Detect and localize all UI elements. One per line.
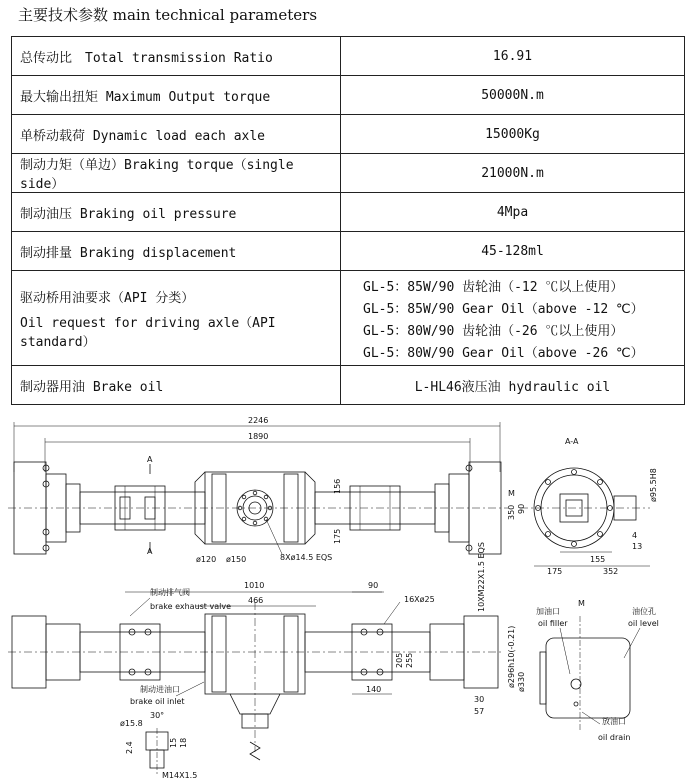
oil-label-cn: 驱动桥用油要求（API 分类） [20,290,195,306]
dim-175: 175 [333,528,342,544]
inlet-detail [120,682,204,780]
axle-technical-drawing [0,402,696,784]
dim-18: 18 [179,737,188,748]
dim-205: 205 [395,652,404,668]
dim-90: 90 [517,503,526,514]
section-a-a-view [507,437,658,576]
table-row [12,193,685,232]
dim-175b: 175 [547,567,563,576]
oil-value: GL-5：80W/90 齿轮油（-26 ℃以上使用） [363,323,624,339]
dim-30: 30 [474,695,485,704]
dim-d120: ø120 [196,555,217,564]
axle-front-view [8,542,526,760]
spec-value: 4Mpa [341,193,685,232]
table-row-oil [12,271,685,366]
brake-oil-value: L-HL46液压油 hydraulic oil [341,366,685,405]
dim-90b: 90 [368,581,379,590]
thread-callout: 10XM22X1.5 EQS [477,542,486,612]
dim-d296: ø296h10(-0.21) [507,625,516,688]
dim-255: 255 [405,652,414,668]
spec-label: 单桥动载荷 Dynamic load each axle [12,115,341,154]
exhaust-label-en: brake exhaust valve [150,602,232,611]
filler-label-cn: 加油口 [536,607,560,616]
section-mark-bottom: A [147,547,153,556]
exhaust-label-cn: 制动排气阀 [150,588,190,597]
bolt-callout: 8Xø14.5 EQS [280,553,333,562]
section-title: A-A [565,437,579,446]
brake-oil-label: 制动器用油 Brake oil [12,366,341,405]
spec-value: 16.91 [341,37,685,76]
table-row [12,37,685,76]
dim-d158: ø15.8 [120,719,143,728]
spec-value: 45-128ml [341,232,685,271]
oil-value: GL-5：85W/90 Gear Oil（above -12 ℃） [363,301,644,317]
dim-352: 352 [603,567,619,576]
oil-values [341,271,685,366]
holes-callout: 16Xø25 [404,595,435,604]
oil-value: GL-5：80W/90 Gear Oil（above -26 ℃） [363,345,644,361]
spec-label: 总传动比 Total transmission Ratio [12,37,341,76]
dim-57: 57 [474,707,485,716]
dim-13: 13 [632,542,643,551]
dim-24: 2.4 [125,741,134,754]
spec-label: 制动力矩（单边）Braking torque（single side） [12,154,341,193]
spec-value: 50000N.m [341,76,685,115]
page-heading: 主要技术参数 main technical parameters [18,6,318,24]
dim-4: 4 [632,531,638,540]
oil-label-en: Oil request for driving axle（API standard） [20,315,276,350]
dim-140: 140 [366,685,382,694]
inlet-label-en: brake oil inlet [130,697,185,706]
oil-label [12,271,341,366]
drain-label-cn: 放油口 [602,717,626,726]
dim-d150: ø150 [226,555,247,564]
axle-top-view [8,416,508,564]
dim-d330: ø330 [517,671,526,692]
hub-side-view [536,599,659,742]
inlet-angle: 30° [150,711,165,720]
parameters-table [11,36,685,405]
spec-value: 21000N.m [341,154,685,193]
dim-156: 156 [333,478,342,494]
dim-d95: ø95.5H8 [649,468,658,502]
spec-label: 制动排量 Braking displacement [12,232,341,271]
section-mark-top: A [147,455,153,464]
level-label-cn: 油位孔 [632,607,656,616]
dim-1010: 1010 [244,581,265,590]
table-row [12,366,685,405]
dim-15: 15 [169,737,178,748]
dim-M: M [508,489,515,498]
spec-label: 制动油压 Braking oil pressure [12,193,341,232]
oil-value: GL-5：85W/90 齿轮油（-12 ℃以上使用） [363,279,624,295]
dim-M2: M [578,599,585,608]
inlet-label-cn: 制动进油口 [140,685,180,694]
dim-overall-length: 2246 [248,416,269,425]
dim-466: 466 [248,596,264,605]
dim-350: 350 [507,504,516,520]
dim-155: 155 [590,555,606,564]
table-row [12,76,685,115]
level-label-en: oil level [628,619,659,628]
table-row [12,115,685,154]
drain-label-en: oil drain [598,733,631,742]
dim-track-length: 1890 [248,432,269,441]
table-row [12,232,685,271]
thread-m14: M14X1.5 [162,771,198,780]
spec-label: 最大输出扭矩 Maximum Output torque [12,76,341,115]
table-row [12,154,685,193]
spec-value: 15000Kg [341,115,685,154]
filler-label-en: oil filler [538,619,568,628]
